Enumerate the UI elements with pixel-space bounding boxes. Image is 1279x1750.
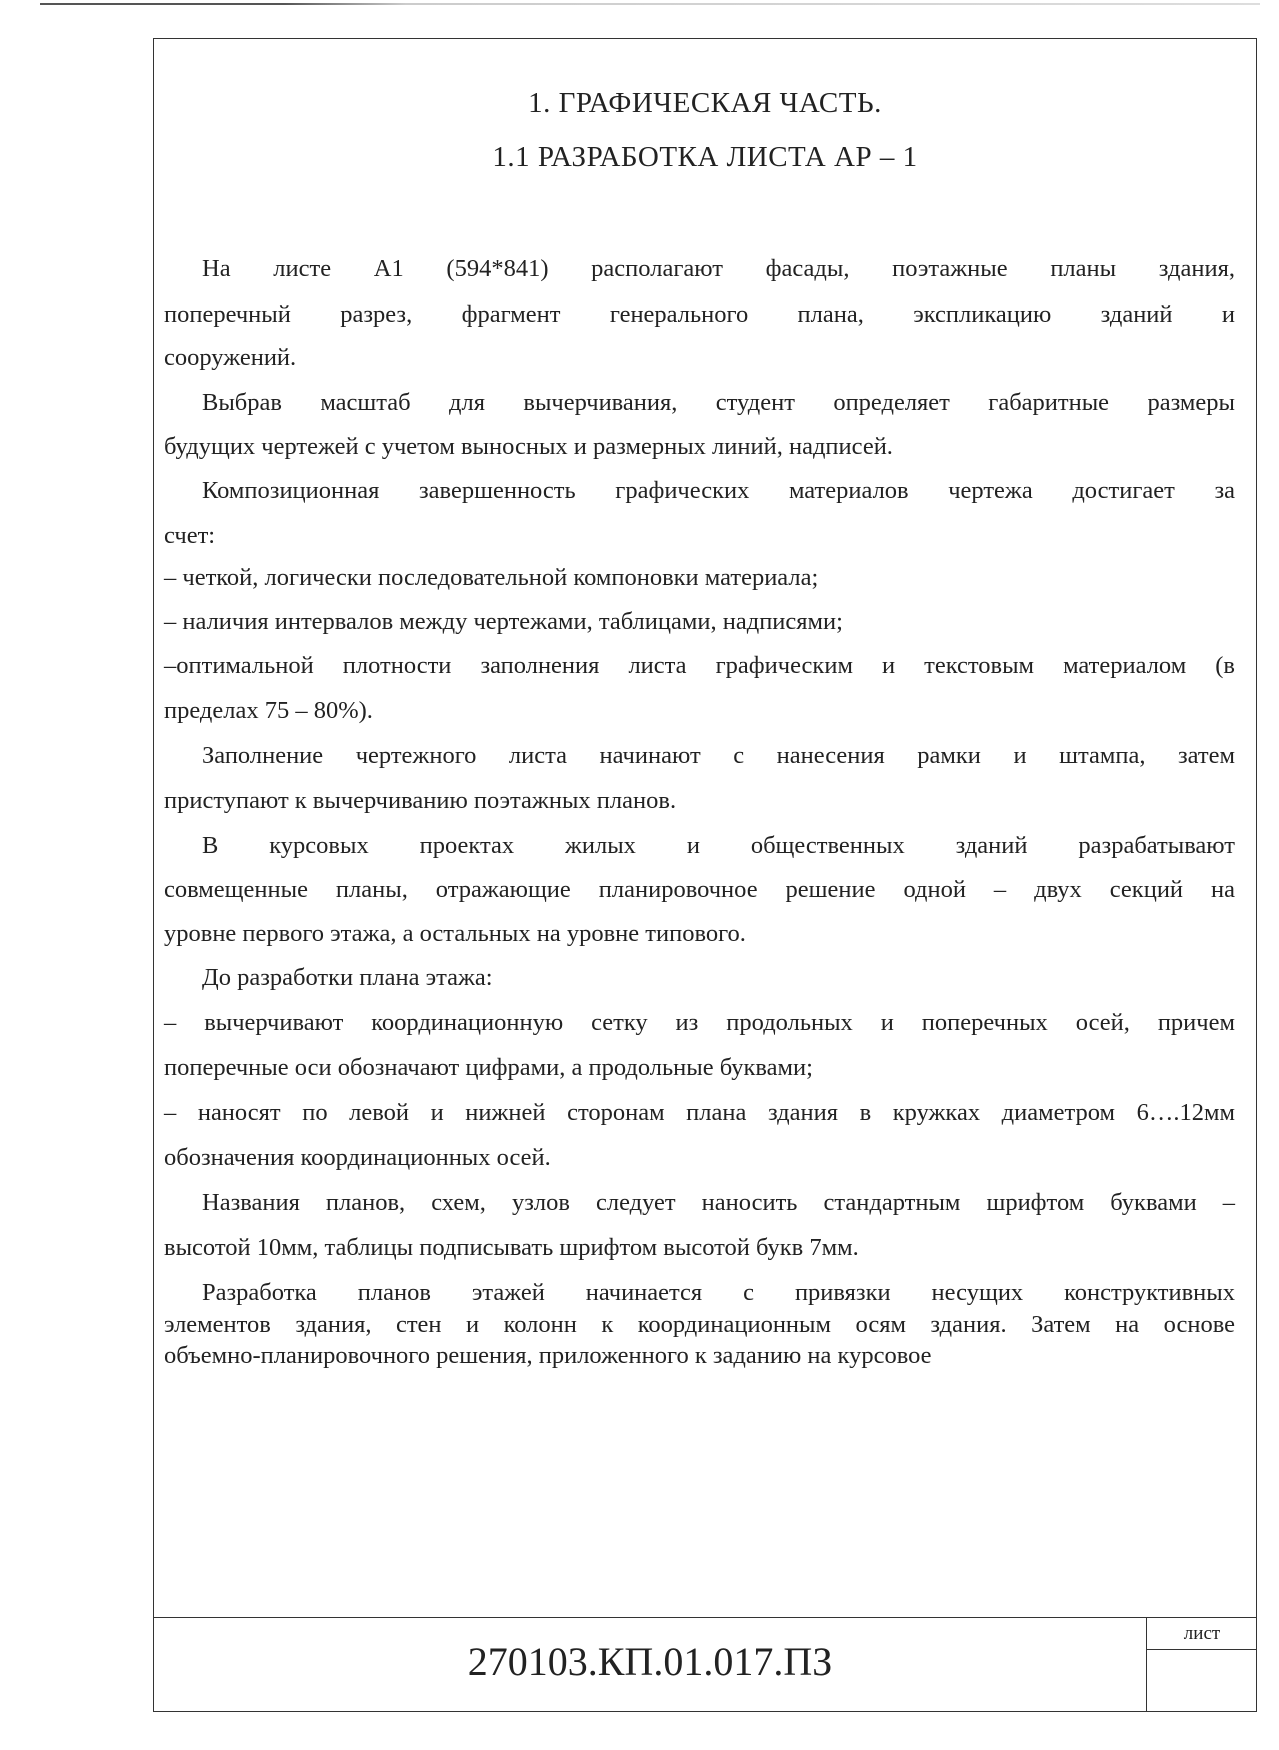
text-line: На листе А1 (594*841) располагают фасады, поэтажные планы здания,	[202, 255, 1235, 282]
text-line: – наносят по левой и нижней сторонам плана здания в кружках диаметром 6….12мм	[164, 1099, 1235, 1126]
text-line: Названия планов, схем, узлов следует наносить стандартным шрифтом буквами –	[202, 1189, 1235, 1216]
text-line: – вычерчивают координационную сетку из продольных и поперечных осей, причем	[164, 1009, 1235, 1036]
page-frame	[153, 38, 1257, 1712]
text-line: совмещенные планы, отражающие планировочное решение одной – двух секций на	[164, 876, 1235, 903]
sheet-label: лист	[1147, 1618, 1257, 1650]
text-line: – четкой, логически последовательной компоновки материала;	[164, 564, 819, 591]
title-block	[154, 1617, 1256, 1712]
text-line: В курсовых проектах жилых и общественных зданий разрабатывают	[202, 832, 1235, 859]
text-line: – наличия интервалов между чертежами, таблицами, надписями;	[164, 608, 843, 635]
scan-artifact-line	[40, 3, 1260, 5]
text-line: поперечные оси обозначают цифрами, а продольные буквами;	[164, 1054, 813, 1081]
text-line: объемно-планировочного решения, приложенного к заданию на курсовое	[164, 1342, 932, 1369]
text-line: Разработка планов этажей начинается с привязки несущих конструктивных	[202, 1279, 1235, 1306]
text-line: обозначения координационных осей.	[164, 1144, 551, 1171]
sheet-number-box	[1146, 1618, 1257, 1712]
section-heading: 1. ГРАФИЧЕСКАЯ ЧАСТЬ.	[528, 87, 882, 119]
text-line: Композиционная завершенность графических материалов чертежа достигает за	[202, 477, 1235, 504]
text-line: элементов здания, стен и колонн к координационным осям здания. Затем на основе	[164, 1311, 1235, 1338]
text-line: высотой 10мм, таблицы подписывать шрифтом высотой букв 7мм.	[164, 1234, 859, 1261]
text-line: приступают к вычерчиванию поэтажных планов.	[164, 787, 677, 814]
text-line: До разработки плана этажа:	[202, 964, 493, 991]
document-code: 270103.КП.01.017.ПЗ	[467, 1639, 833, 1684]
text-line: сооружений.	[164, 344, 297, 371]
text-line: –оптимальной плотности заполнения листа графическим и текстовым материалом (в	[164, 652, 1235, 679]
subsection-heading: 1.1 РАЗРАБОТКА ЛИСТА АР – 1	[492, 141, 918, 173]
text-line: уровне первого этажа, а остальных на уровне типового.	[164, 920, 746, 947]
text-line: поперечный разрез, фрагмент генерального плана, экспликацию зданий и	[164, 301, 1235, 328]
text-line: Выбрав масштаб для вычерчивания, студент определяет габаритные размеры	[202, 389, 1235, 416]
text-line: будущих чертежей с учетом выносных и размерных линий, надписей.	[164, 433, 893, 460]
text-line: пределах 75 – 80%).	[164, 697, 373, 724]
text-line: счет:	[164, 522, 216, 549]
text-line: Заполнение чертежного листа начинают с нанесения рамки и штампа, затем	[202, 742, 1235, 769]
